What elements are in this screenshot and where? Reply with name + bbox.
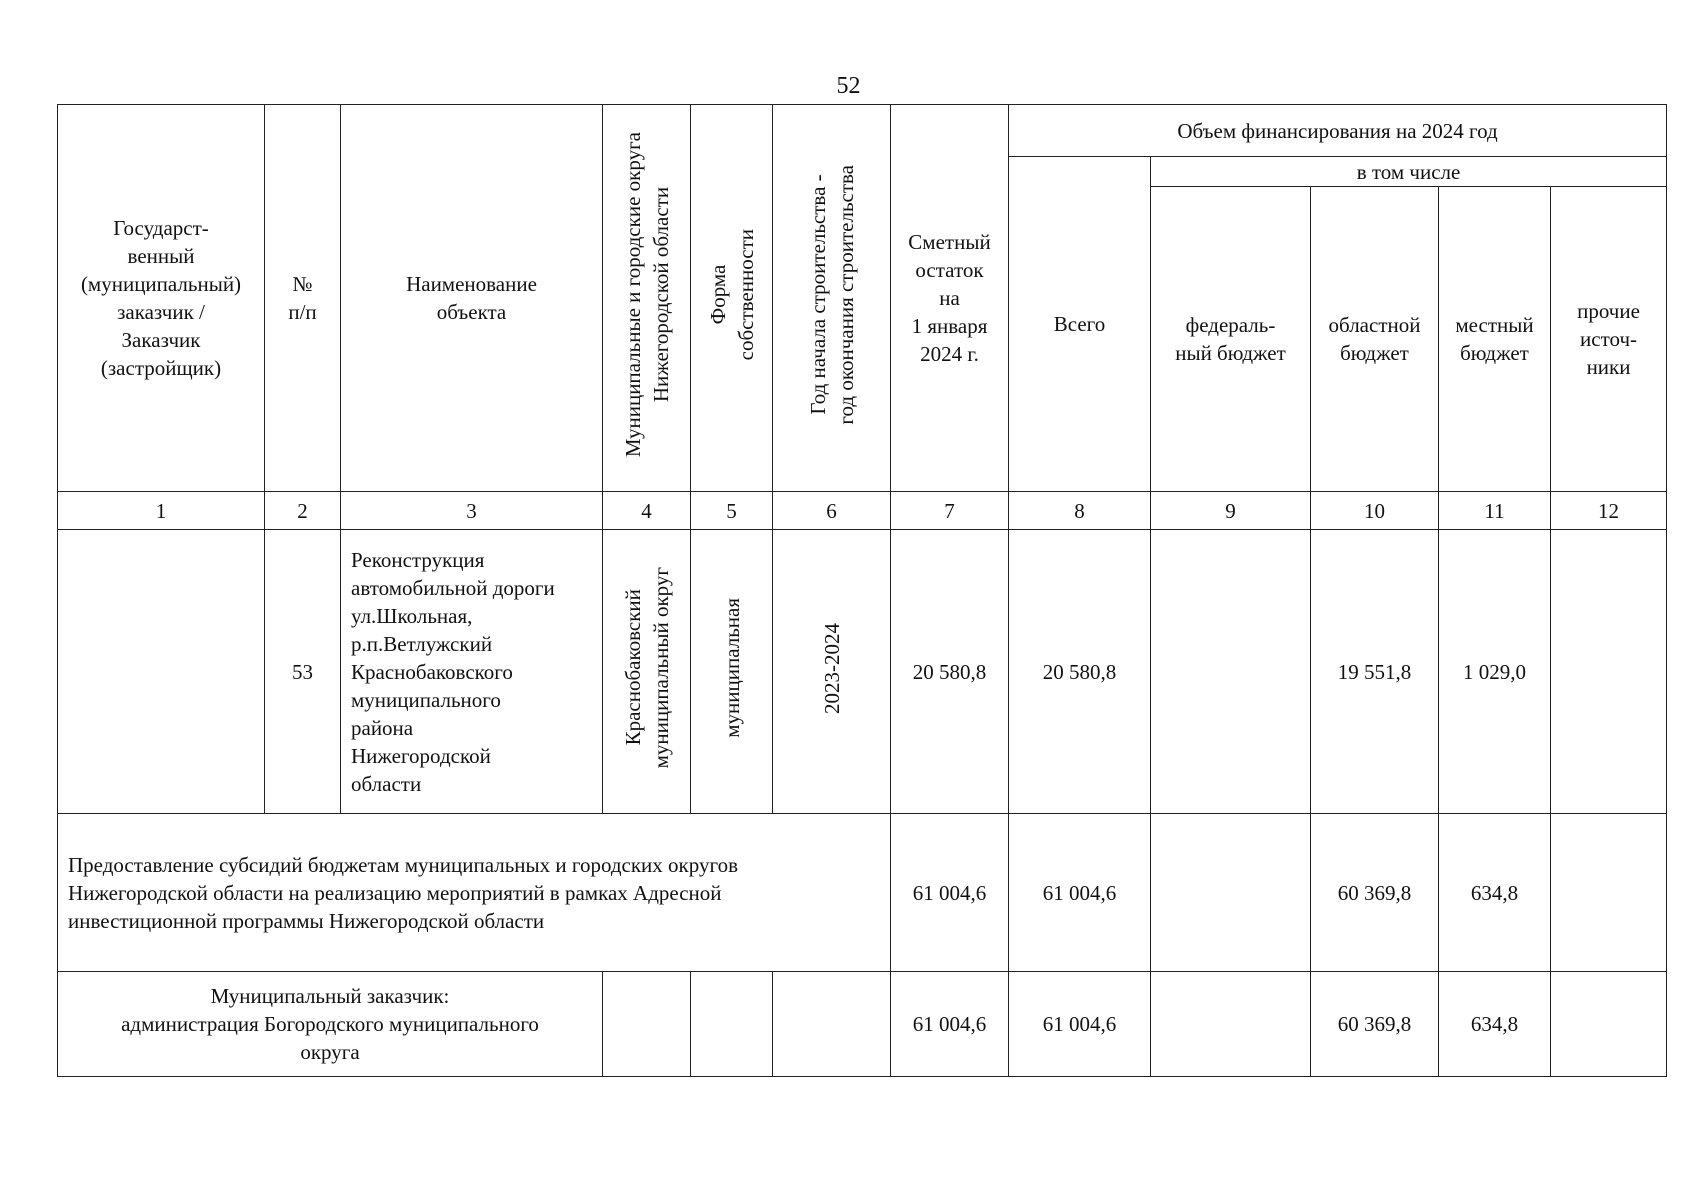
column-number: 12	[1551, 492, 1667, 530]
object-federal	[1151, 530, 1311, 814]
customer-row	[58, 972, 1667, 1077]
header-including: в том числе	[1151, 157, 1667, 187]
header-years: Год начала строительства - год окончания строительства	[773, 105, 891, 492]
header-local: местный бюджет	[1439, 187, 1551, 492]
column-number: 3	[341, 492, 603, 530]
page-number: 52	[836, 73, 861, 99]
object-regional: 19 551,8	[1311, 530, 1439, 814]
subsidy-local: 634,8	[1439, 814, 1551, 972]
header-total: Всего	[1009, 157, 1151, 492]
column-number: 6	[773, 492, 891, 530]
header-number: № п/п	[265, 105, 341, 492]
object-ownership: муниципальная	[691, 530, 773, 814]
subsidy-estimate-balance: 61 004,6	[891, 814, 1009, 972]
object-district: Краснобаковский муниципальный округ	[603, 530, 691, 814]
column-number: 9	[1151, 492, 1311, 530]
column-number: 1	[58, 492, 265, 530]
object-total: 20 580,8	[1009, 530, 1151, 814]
header-other: прочие источ- ники	[1551, 187, 1667, 492]
object-local: 1 029,0	[1439, 530, 1551, 814]
column-number: 4	[603, 492, 691, 530]
header-federal: федераль- ный бюджет	[1151, 187, 1311, 492]
header-funding-group: Объем финансирования на 2024 год	[1009, 105, 1667, 157]
subsidy-total: 61 004,6	[1009, 814, 1151, 972]
subsidy-federal	[1151, 814, 1311, 972]
customer-label: Муниципальный заказчик: администрация Богородского муниципального округа	[58, 972, 603, 1077]
header-district: Муниципальные и городские округа Нижегородской области	[603, 105, 691, 492]
column-number: 2	[265, 492, 341, 530]
object-other	[1551, 530, 1667, 814]
column-number: 8	[1009, 492, 1151, 530]
subsidy-row	[58, 814, 1667, 972]
object-row	[58, 530, 1667, 814]
customer-empty-cell	[773, 972, 891, 1077]
customer-regional: 60 369,8	[1311, 972, 1439, 1077]
subsidy-other	[1551, 814, 1667, 972]
column-number: 7	[891, 492, 1009, 530]
header-customer: Государст- венный (муниципальный) заказчик / Заказчик (застройщик)	[58, 105, 265, 492]
column-number: 11	[1439, 492, 1551, 530]
object-number: 53	[265, 530, 341, 814]
header-ownership: Форма собственности	[691, 105, 773, 492]
customer-total: 61 004,6	[1009, 972, 1151, 1077]
column-number: 5	[691, 492, 773, 530]
customer-other	[1551, 972, 1667, 1077]
object-customer	[58, 530, 265, 814]
header-object-name: Наименование объекта	[341, 105, 603, 492]
subsidy-regional: 60 369,8	[1311, 814, 1439, 972]
object-name: Реконструкция автомобильной дороги ул.Школьная, р.п.Ветлужский Краснобаковского муниципального района Нижегородской области	[341, 530, 603, 814]
customer-estimate-balance: 61 004,6	[891, 972, 1009, 1077]
column-number: 10	[1311, 492, 1439, 530]
customer-empty-cell	[691, 972, 773, 1077]
subsidy-label: Предоставление субсидий бюджетам муниципальных и городских округов Нижегородской области на реализацию мероприятий в рамках Адресной инвестиционной программы Нижегородской области	[58, 814, 891, 972]
header-estimate-balance: Сметный остаток на 1 января 2024 г.	[891, 105, 1009, 492]
column-numbers-row	[58, 492, 1667, 530]
investment-table	[57, 104, 1667, 1077]
header-regional: областной бюджет	[1311, 187, 1439, 492]
customer-federal	[1151, 972, 1311, 1077]
customer-empty-cell	[603, 972, 691, 1077]
header-row-1	[58, 105, 1667, 157]
object-years: 2023-2024	[773, 530, 891, 814]
customer-local: 634,8	[1439, 972, 1551, 1077]
object-estimate-balance: 20 580,8	[891, 530, 1009, 814]
